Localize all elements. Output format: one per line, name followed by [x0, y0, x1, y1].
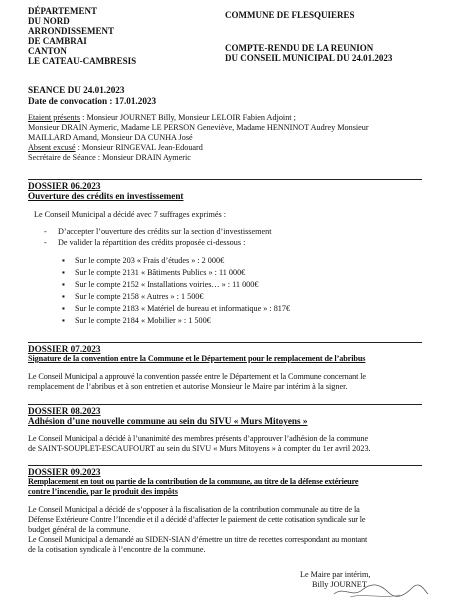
- header-left-line: ARRONDISSEMENT: [28, 26, 115, 36]
- signatory-name: Billy JOURNET: [312, 580, 367, 589]
- present-line1: : Monsieur JOURNET Billy, Monsieur LELOIR Fabien Adjoint ;: [80, 113, 296, 122]
- square-bullet: ▪: [62, 292, 65, 301]
- commune-name: [225, 10, 355, 20]
- dash-bullet: -: [44, 238, 47, 247]
- dossier-body-line: budget général de la commune.: [28, 525, 131, 534]
- absent-text: : Monsieur RINGEVAL Jean-Edouard: [75, 143, 203, 152]
- account-item: Sur le compte 2183 « Matériel de bureau et informatique » : 817€: [75, 304, 291, 313]
- square-bullet: ▪: [62, 280, 65, 289]
- square-bullet: ▪: [62, 304, 65, 313]
- account-item: Sur le compte 2184 « Mobilier » : 1 500€: [75, 316, 211, 325]
- dossier-title-line1: Remplacement en tout ou partie de la contribution de la commune, au titre de la défense extérieure: [28, 477, 359, 486]
- account-item: Sur le compte 203 « Frais d’études » : 2 000€: [75, 256, 225, 265]
- present-line3: MAILLARD Amand, Monsieur DA CUNHA José: [28, 133, 193, 142]
- present-label: Etaient présents: [28, 113, 81, 122]
- decision-point: D’accepter l’ouverture des crédits sur la section d’investissement: [58, 227, 272, 236]
- dossier-body-line: de la cotisation syndicale à l’encontre de la commune.: [28, 545, 206, 554]
- section-divider: [28, 179, 422, 180]
- square-bullet: ▪: [62, 268, 65, 277]
- dossier-body-line: Le Conseil Municipal a approuvé la convention passée entre le Département et la Commune concernant le: [28, 372, 366, 381]
- dossier-number: DOSSIER 06.2023: [28, 181, 101, 191]
- account-item: Sur le compte 2131 « Bâtiments Publics » : 11 000€: [75, 268, 246, 277]
- header-left-line: LE CATEAU-CAMBRESIS: [28, 56, 137, 66]
- convocation-date: Date de convocation : 17.01.2023: [28, 96, 157, 106]
- seance-date: SEANCE DU 24.01.2023: [28, 85, 125, 95]
- dossier-body-line: Le Conseil Municipal a décidé à l’unanimité des membres présents d’approuver l’adhésion de la commune: [28, 434, 369, 443]
- secretary: Secrétaire de Séance : Monsieur DRAIN Aymeric: [28, 153, 191, 162]
- present-line2: Monsieur DRAIN Aymeric, Madame LE PERSON Geneviève, Madame HENNINOT Audrey Monsieur: [28, 123, 369, 132]
- account-item: Sur le compte 2152 « Installations voiries… » : 11 000€: [75, 280, 259, 289]
- report-title-line1: COMPTE-RENDU DE LA REUNION: [225, 43, 374, 53]
- header-left-line: CANTON: [28, 46, 67, 56]
- header-left-line: DÉPARTEMENT: [28, 6, 98, 16]
- attendance-absent: [28, 143, 203, 153]
- section-divider: [28, 342, 422, 343]
- header-left-line: DU NORD: [28, 16, 70, 26]
- dossier-body-line: remplacement de l’abribus et à son entretien et autorise Monsieur le Maire par intérim à la signer.: [28, 382, 348, 391]
- signatory-title: Le Maire par intérim,: [300, 570, 371, 579]
- decision-point: De valider la répartition des crédits proposée ci-dessous :: [58, 238, 246, 247]
- commune-title: COMMUNE DE FLESQUIERES: [225, 10, 355, 20]
- dossier-title: Ouverture des crédits en investissement: [28, 191, 184, 201]
- dash-bullet: -: [44, 227, 47, 236]
- dossier-number: DOSSIER 07.2023: [28, 344, 101, 354]
- section-divider: [28, 404, 422, 405]
- square-bullet: ▪: [62, 256, 65, 265]
- account-item: Sur le compte 2158 « Autres » : 1 500€: [75, 292, 204, 301]
- department-block: [28, 6, 136, 66]
- dossier-title: Adhésion d’une nouvelle commune au sein du SIVU « Murs Mitoyens »: [28, 416, 308, 426]
- dossier-number: DOSSIER 09.2023: [28, 467, 101, 477]
- attendance-present: [28, 113, 296, 123]
- dossier-body-line: Défense Extérieure Contre l’Incendie et il a décidé d’affecter le paiement de cette cotisation syndicale sur le: [28, 515, 366, 524]
- square-bullet: ▪: [62, 316, 65, 325]
- section-divider: [28, 465, 422, 466]
- handwritten-signature: [330, 578, 430, 600]
- dossier-body-line: Le Conseil Municipal a demandé au SIDEN-SIAN d’émettre un titre de recettes correspondant au montant: [28, 535, 368, 544]
- report-title-line2: DU CONSEIL MUNICIPAL DU 24.01.2023: [225, 53, 393, 63]
- header-left-line: DE CAMBRAI: [28, 36, 87, 46]
- dossier-body-line: de SAINT-SOUPLET-ESCAUFOURT au sein du SIVU « Murs Mitoyens » à compter du 1er avril 2023.: [28, 444, 371, 453]
- dossier-number: DOSSIER 08.2023: [28, 406, 101, 416]
- report-title: [225, 43, 392, 63]
- absent-label: Absent excusé: [28, 143, 76, 152]
- dossier-title: Signature de la convention entre la Commune et le Département pour le remplacement de l’abribus: [28, 354, 366, 363]
- dossier-title-line2: contre l’incendie, par le produit des impôts: [28, 487, 178, 496]
- dossier-body-line: Le Conseil Municipal a décidé de s’opposer à la fiscalisation de la contribution communale au titre de la: [28, 505, 360, 514]
- dossier-intro: Le Conseil Municipal a décidé avec 7 suffrages exprimés :: [34, 210, 226, 219]
